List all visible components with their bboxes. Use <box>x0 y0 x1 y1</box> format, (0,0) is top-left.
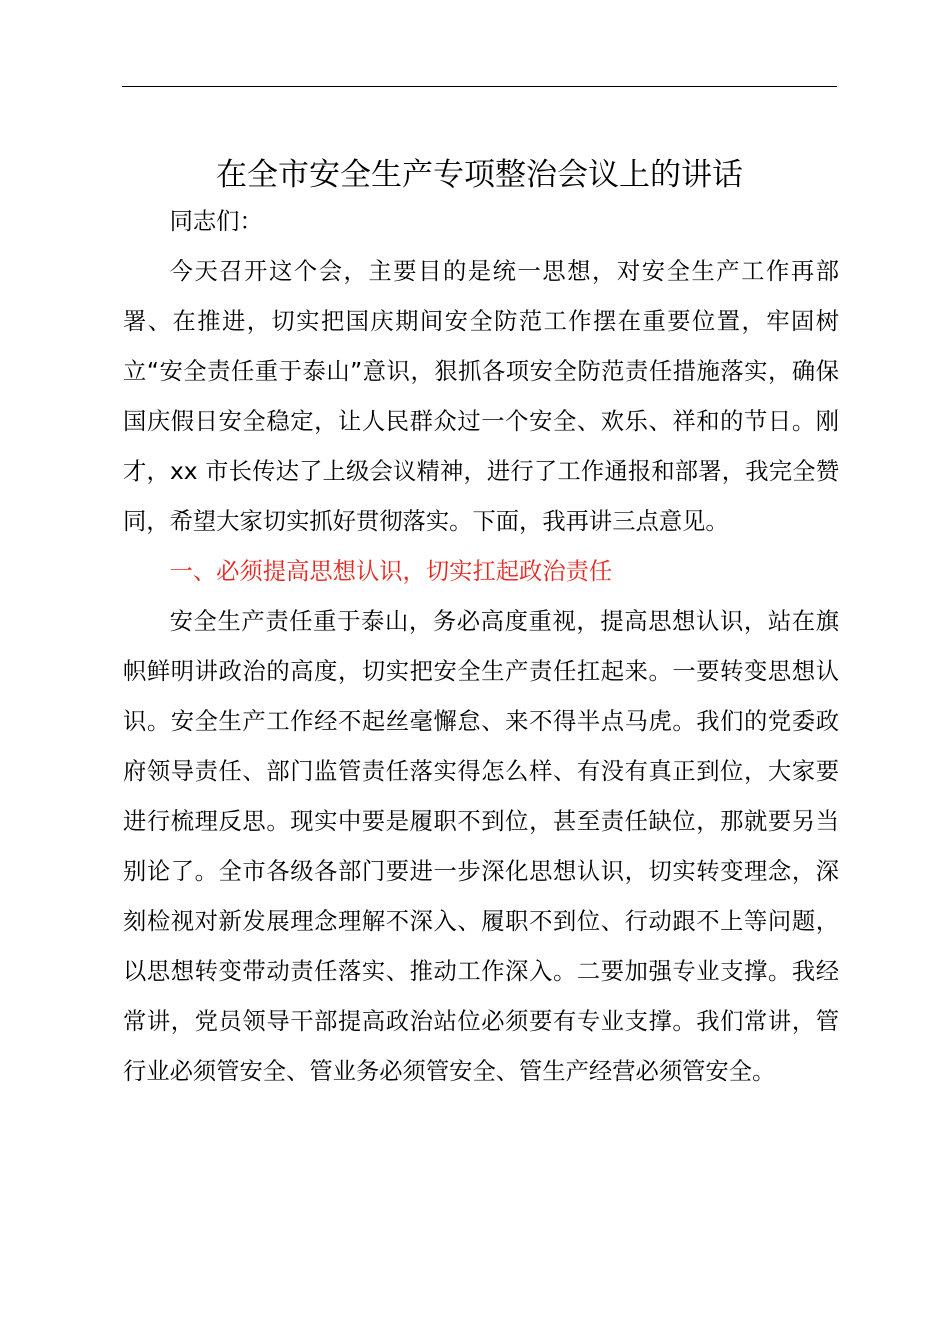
section-paragraph: 安全生产责任重于泰山，务必高度重视，提高思想认识，站在旗帜鲜明讲政治的高度，切实把安全生产责任扛起来。一要转变思想认识。安全生产工作经不起丝毫懈怠、来不得半点马虎。我们的党委政府领导责任、部门监管责任落实得怎么样、有没有真正到位，大家要进行梳理反思。现实中要是履职不到位，甚至责任缺位，那就要另当别论了。全市各级各部门要进一步深化思想认识，切实转变理念，深刻检视对新发展理念理解不深入、履职不到位、行动跟不上等问题，以思想转变带动责任落实、推动工作深入。二要加强专业支撑。我经常讲，党员领导干部提高政治站位必须要有专业支撑。我们常讲，管行业必须管安全、管业务必须管安全、管生产经营必须管安全。 <box>123 608 839 1085</box>
header-rule <box>122 86 837 87</box>
document-body <box>123 197 839 1097</box>
intro-paragraph: 今天召开这个会，主要目的是统一思想，对安全生产工作再部署、在推进，切实把国庆期间安全防范工作摆在重要位置，牢固树立“安全责任重于泰山”意识，狠抓各项安全防范责任措施落实，确保国庆假日安全稳定，让人民群众过一个安全、欢乐、祥和的节日。刚才，xx 市长传达了上级会议精神，进行了工作通报和部署，我完全赞同，希望大家切实抓好贯彻落实。下面，我再讲三点意见。 <box>123 258 839 535</box>
salutation: 同志们： <box>169 208 263 235</box>
document-title: 在全市安全生产专项整治会议上的讲话 <box>216 157 743 193</box>
section-heading: 一、必须提高思想认识，切实扛起政治责任 <box>169 558 613 585</box>
